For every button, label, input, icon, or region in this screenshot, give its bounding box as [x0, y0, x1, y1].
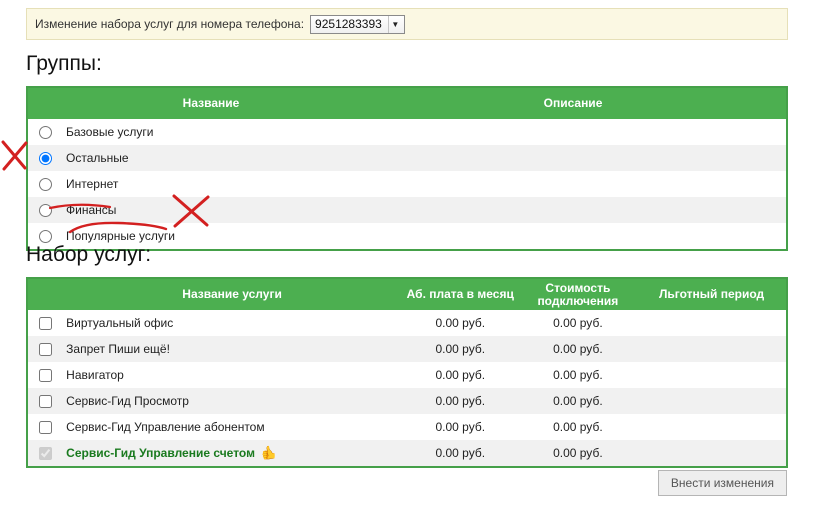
service-check-cell[interactable]: [28, 388, 62, 414]
groups-header-radio: [28, 88, 62, 119]
service-check-cell[interactable]: [28, 310, 62, 336]
services-table: [26, 277, 788, 468]
group-radio-populyarnye[interactable]: [39, 230, 52, 243]
table-row[interactable]: [28, 336, 786, 362]
services-header-name: Название услуги: [62, 279, 402, 310]
service-name: Навигатор: [66, 368, 124, 382]
service-check-cell[interactable]: [28, 336, 62, 362]
submit-changes-button[interactable]: Внести изменения: [658, 470, 787, 496]
services-header-check: [28, 279, 62, 310]
services-header-fee: Аб. плата в месяц: [402, 279, 519, 310]
service-fee: 0.00 руб.: [435, 446, 486, 460]
service-fee: 0.00 руб.: [435, 394, 486, 408]
groups-header-description: Описание: [360, 88, 786, 119]
thumbs-up-icon: 👍: [260, 445, 278, 460]
table-row[interactable]: [28, 362, 786, 388]
group-radio-cell[interactable]: [28, 197, 62, 223]
service-check-cell[interactable]: [28, 362, 62, 388]
service-connect: 0.00 руб.: [553, 368, 603, 382]
service-name[interactable]: Сервис-Гид Управление абонентом: [66, 420, 265, 434]
services-header-privilege: Льготный период: [637, 279, 786, 310]
service-fee: 0.00 руб.: [435, 420, 486, 434]
group-name: Базовые услуги: [66, 125, 154, 139]
group-name: Интернет: [66, 177, 119, 191]
table-row[interactable]: [28, 440, 786, 466]
service-name[interactable]: Запрет Пиши ещё!: [66, 342, 170, 356]
service-name: Виртуальный офис: [66, 316, 174, 330]
service-connect: 0.00 руб.: [553, 446, 603, 460]
group-name: Популярные услуги: [66, 229, 175, 243]
group-description: [360, 223, 786, 249]
table-row[interactable]: [28, 145, 786, 171]
group-radio-bazovye[interactable]: [39, 126, 52, 139]
phone-number-value: 9251283393: [315, 17, 382, 31]
phone-selection-bar: [26, 8, 788, 40]
service-fee: 0.00 руб.: [435, 316, 486, 330]
service-name-label: Сервис-Гид Управление счетом: [66, 446, 255, 460]
service-privilege: [637, 362, 786, 388]
service-name: [62, 440, 402, 466]
service-check-cell[interactable]: [28, 440, 62, 466]
service-privilege: [637, 336, 786, 362]
service-privilege: [637, 310, 786, 336]
service-check-cell[interactable]: [28, 414, 62, 440]
service-connect: 0.00 руб.: [553, 342, 603, 356]
group-description: [360, 171, 786, 197]
service-checkbox-navigator[interactable]: [39, 369, 52, 382]
groups-header-name: Название: [62, 88, 360, 119]
table-row[interactable]: [28, 310, 786, 336]
service-checkbox-virtualnyy-ofis[interactable]: [39, 317, 52, 330]
service-connect: 0.00 руб.: [553, 420, 603, 434]
group-radio-cell[interactable]: [28, 119, 62, 145]
groups-table: [26, 86, 788, 251]
service-privilege: [637, 388, 786, 414]
phone-number-select[interactable]: [310, 15, 405, 34]
group-radio-cell[interactable]: [28, 171, 62, 197]
service-checkbox-servis-gid-upravlenie-abonentom[interactable]: [39, 421, 52, 434]
services-header-row: [28, 279, 786, 310]
groups-header-row: [28, 88, 786, 119]
service-checkbox-servis-gid-prosmotr[interactable]: [39, 395, 52, 408]
services-title: Набор услуг:: [26, 243, 152, 266]
service-fee: 0.00 руб.: [435, 342, 486, 356]
chevron-down-icon: ▼: [388, 16, 402, 33]
group-radio-ostalnye[interactable]: [39, 152, 52, 165]
phone-selection-label: Изменение набора услуг для номера телефона:: [35, 17, 305, 31]
group-description: [360, 197, 786, 223]
group-radio-internet[interactable]: [39, 178, 52, 191]
groups-title: Группы:: [26, 52, 102, 75]
group-radio-cell[interactable]: [28, 145, 62, 171]
table-row[interactable]: [28, 171, 786, 197]
group-name: Остальные: [66, 151, 129, 165]
group-name: Финансы: [66, 203, 117, 217]
service-privilege: [637, 440, 786, 466]
table-row[interactable]: [28, 119, 786, 145]
service-privilege: [637, 414, 786, 440]
group-radio-finansy[interactable]: [39, 204, 52, 217]
services-header-connect: Стоимость подключения: [519, 279, 638, 310]
service-checkbox-servis-gid-upravlenie-schetom[interactable]: [39, 447, 52, 460]
service-checkbox-zapret-pishi-eshchyo[interactable]: [39, 343, 52, 356]
service-connect: 0.00 руб.: [553, 316, 603, 330]
group-description: [360, 145, 786, 171]
table-row[interactable]: [28, 388, 786, 414]
table-row[interactable]: [28, 197, 786, 223]
group-description: [360, 119, 786, 145]
service-name[interactable]: Сервис-Гид Просмотр: [66, 394, 189, 408]
service-fee: 0.00 руб.: [435, 368, 486, 382]
table-row[interactable]: [28, 414, 786, 440]
service-connect: 0.00 руб.: [553, 394, 603, 408]
